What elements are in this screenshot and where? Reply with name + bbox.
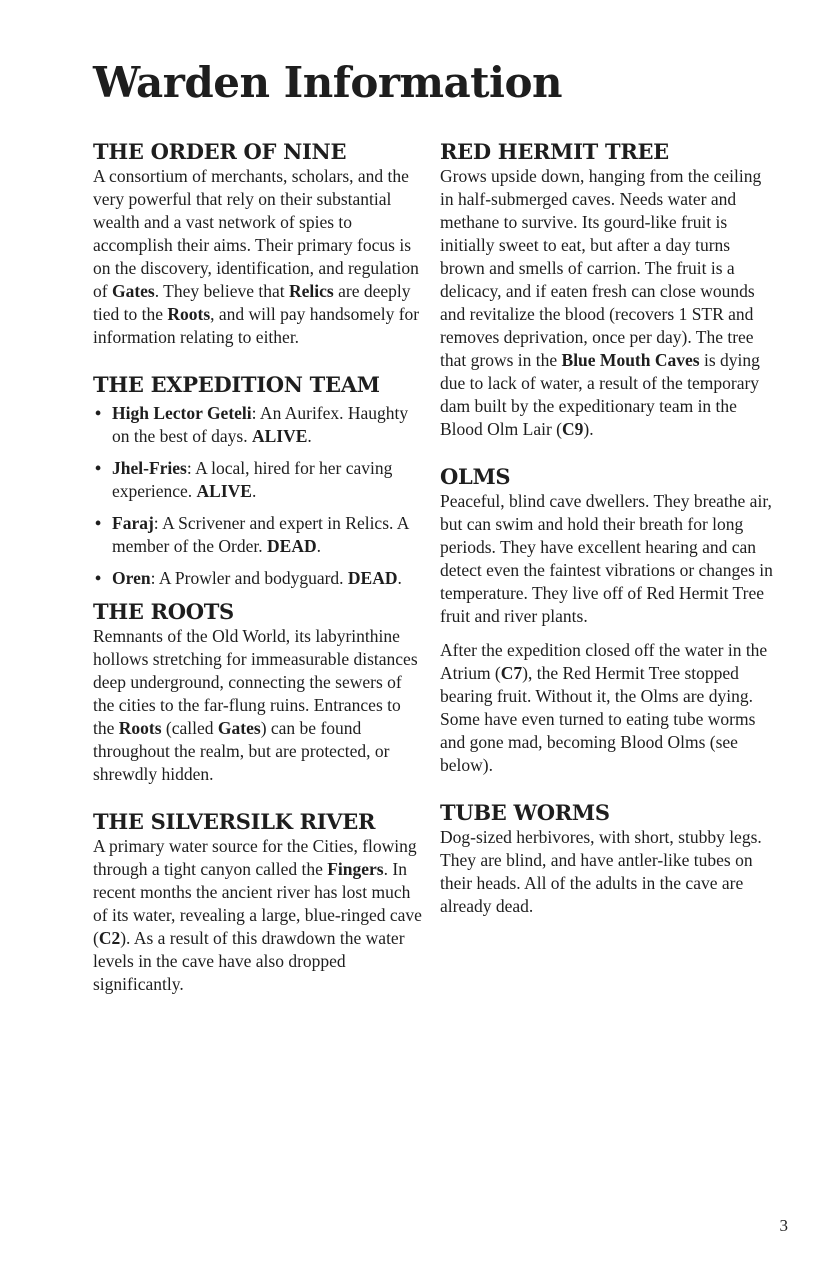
expedition-member-list xyxy=(93,402,423,590)
right-column xyxy=(440,139,775,918)
silversilk-text: A primary water source for the Cities, flowing through a tight canyon called the Fingers. In recent months the ancient river has lost much of its water, revealing a large, blue-ringed cave (C2). As a result of this drawdown the water levels in the cave have also dropped significantly. xyxy=(93,836,422,994)
gates-term: Gates xyxy=(111,281,155,301)
section-order-of-nine xyxy=(93,139,423,349)
section-silversilk-river xyxy=(93,809,423,996)
status-badge: DEAD xyxy=(347,568,398,588)
heading-order-of-nine: THE ORDER OF NINE xyxy=(93,139,347,164)
status-badge: DEAD xyxy=(267,536,317,556)
relics-term: Relics xyxy=(289,281,334,301)
member-name: Jhel-Fries xyxy=(112,458,187,478)
red-hermit-text: Grows upside down, hanging from the ceiling in half-submerged caves. Needs water and methane to survive. Its gourd-like fruit is initially sweet to eat, but after a day turns brown and smells of carrion. The fruit is a delicacy, and if eaten fresh can close wounds and revitalize the blood (recovers 1 STR and removes deprivation, once per day). The tree that grows in the Blue Mouth Caves is dying due to lack of water, a result of the temporary dam built by the expeditionary team in the Blood Olm Lair (C9). xyxy=(440,166,762,439)
list-item: • Jhel-Fries: A local, hired for her caving experience. ALIVE. xyxy=(93,457,423,503)
roots-term: Roots xyxy=(167,304,211,324)
page-title: Warden Information xyxy=(93,58,563,107)
heading-tube-worms: TUBE WORMS xyxy=(440,800,610,825)
cave-ref-c2: C2 xyxy=(98,928,121,948)
olms-text-1: Peaceful, blind cave dwellers. They breathe air, but can swim and hold their breath for long periods. They have excellent hearing and can detect even the faintest vibrations or changes in temperature. They live off of Red Hermit Tree fruit and river plants. xyxy=(440,491,773,626)
cave-ref-c7: C7 xyxy=(500,663,523,683)
section-expedition-team xyxy=(93,372,423,590)
section-roots xyxy=(93,599,423,786)
list-item: • Oren: A Prowler and bodyguard. DEAD. xyxy=(93,567,423,590)
roots-term: Roots xyxy=(118,718,162,738)
section-olms xyxy=(440,464,775,777)
heading-red-hermit-tree: RED HERMIT TREE xyxy=(440,139,669,164)
tube-worms-text: Dog-sized herbivores, with short, stubby legs. They are blind, and have antler-like tubes on their heads. All of the adults in the cave are already dead. xyxy=(440,827,762,916)
fingers-term: Fingers xyxy=(327,859,384,879)
heading-expedition-team: THE EXPEDITION TEAM xyxy=(93,372,380,397)
list-item: • Faraj: A Scrivener and expert in Relics. A member of the Order. DEAD. xyxy=(93,512,423,558)
roots-text: Remnants of the Old World, its labyrinthine hollows stretching for immeasurable distances deep underground, connecting the sewers of the cities to the far-flung ruins. Entrances to the Roots (called Gates) can be found throughout the realm, but are protected, or shrewdly hidden. xyxy=(93,626,418,784)
left-column xyxy=(93,139,423,996)
member-name: High Lector Geteli xyxy=(112,403,252,423)
section-red-hermit-tree xyxy=(440,139,775,441)
cave-ref-c9: C9 xyxy=(562,419,584,439)
heading-silversilk-river: THE SILVERSILK RIVER xyxy=(93,809,376,834)
section-tube-worms xyxy=(440,800,775,918)
member-name: Oren xyxy=(112,568,151,588)
order-of-nine-text: A consortium of merchants, scholars, and the very powerful that rely on their substantial wealth and a vast network of spies to accomplish their aims. Their primary focus is on the discovery, identification, and regulation of Gates. They believe that Relics are deeply tied to the Roots, and will pay handsomely for information relating to either. xyxy=(93,166,420,347)
list-item: • High Lector Geteli: An Aurifex. Haughty on the best of days. ALIVE. xyxy=(93,402,423,448)
olms-text-2: After the expedition closed off the water in the Atrium (C7), the Red Hermit Tree stopped bearing fruit. Without it, the Olms are dying. Some have even turned to eating tube worms and gone mad, becoming Blood Olms (see below). xyxy=(440,640,768,775)
heading-olms: OLMS xyxy=(440,464,511,489)
member-name: Faraj xyxy=(112,513,154,533)
page-number: 3 xyxy=(779,1216,788,1235)
status-badge: ALIVE xyxy=(196,481,252,501)
heading-roots: THE ROOTS xyxy=(93,599,234,624)
blue-mouth-caves-term: Blue Mouth Caves xyxy=(561,350,700,370)
status-badge: ALIVE xyxy=(251,426,308,446)
gates-term: Gates xyxy=(217,718,261,738)
